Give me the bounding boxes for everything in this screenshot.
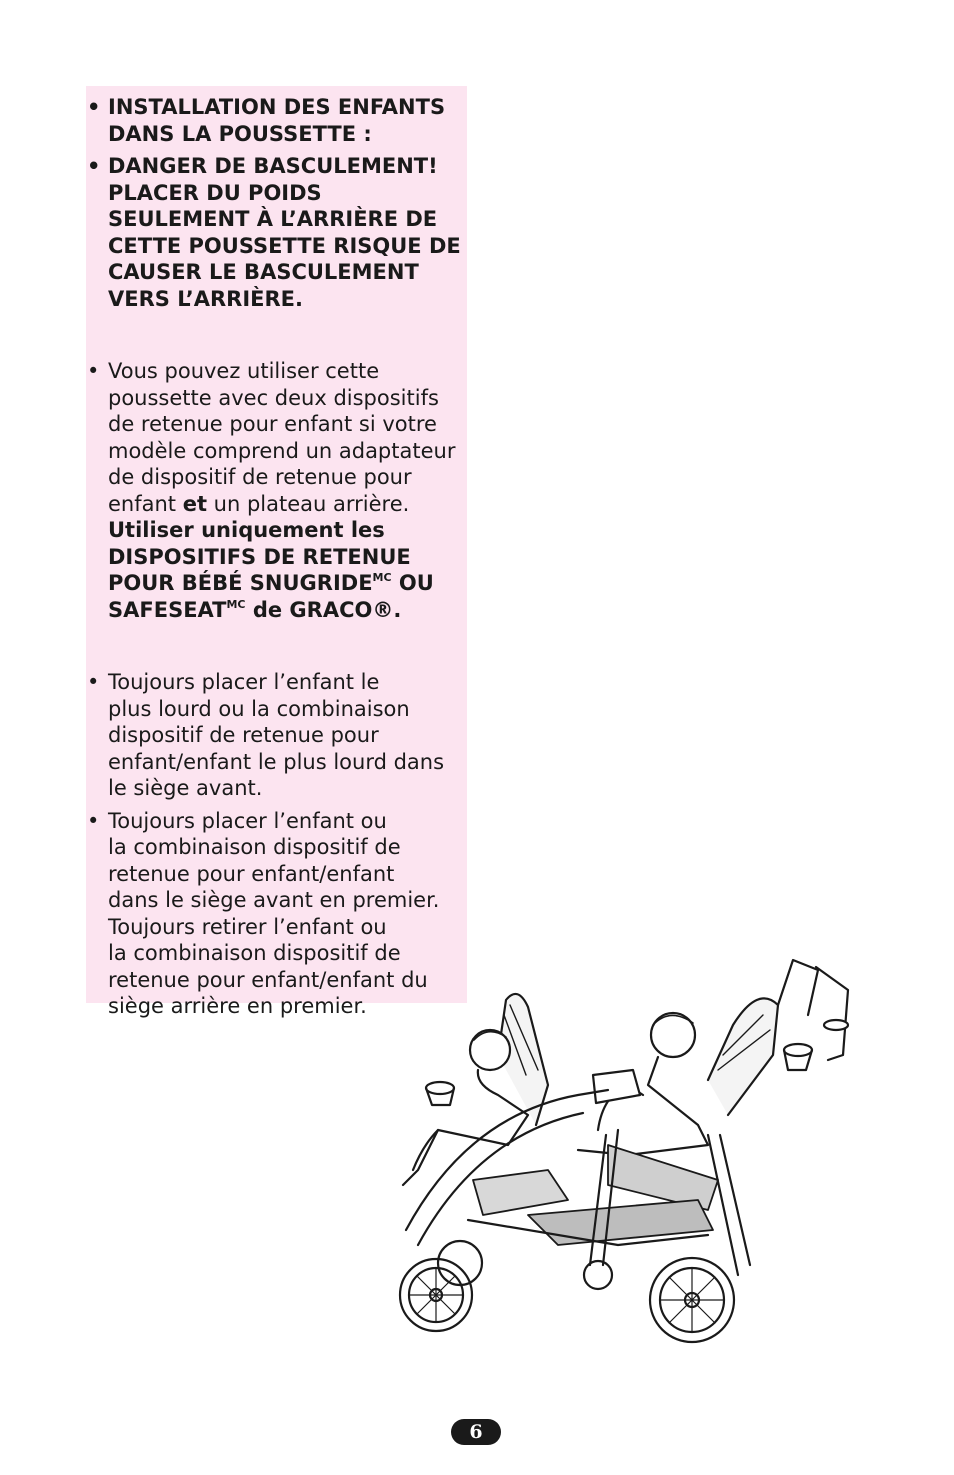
text-line: INSTALLATION DES ENFANTS	[108, 95, 446, 119]
text-line: modèle comprend un adaptateur	[108, 438, 456, 463]
bullet: •	[87, 95, 101, 119]
bullet: •	[87, 808, 100, 833]
text-line: la combinaison dispositif de	[108, 835, 401, 859]
text-line: $SAFESEAT^{MC}$ de GRACO®.	[108, 597, 402, 622]
text-line: plus lourd ou la combinaison	[108, 696, 410, 721]
text-line: dans le siège avant en premier.	[108, 888, 440, 912]
text-line: siège arrière en premier.	[108, 994, 367, 1018]
warning-tip-over	[86, 153, 463, 312]
text-line: retenue pour enfant/enfant du	[108, 967, 428, 992]
text-line: enfant/enfant le plus lourd dans	[108, 749, 445, 774]
text-line: Toujours placer l’enfant le	[108, 670, 380, 694]
text-line: DISPOSITIFS DE RETENUE	[108, 544, 411, 569]
warning-box	[86, 86, 467, 1018]
warning-installation	[86, 94, 463, 147]
text-line: Utiliser uniquement les	[108, 518, 385, 542]
text-line: Toujours retirer l’enfant ou	[108, 914, 387, 939]
warning-heaviest-front	[86, 669, 463, 802]
bullet: •	[87, 670, 100, 694]
text-line: enfant et un plateau arrière.	[108, 491, 410, 516]
text-line: POUR BÉBÉ $SNUGRIDE^{MC}$ OU	[108, 571, 434, 595]
text-line: PLACER DU POIDS	[108, 180, 322, 205]
text-line: Vous pouvez utiliser cette	[108, 359, 380, 383]
bullet: •	[87, 359, 100, 383]
text-line: retenue pour enfant/enfant	[108, 861, 395, 886]
double-stroller-illustration	[378, 945, 858, 1350]
bullet: •	[87, 154, 101, 178]
text-line: SEULEMENT À L’ARRIÈRE DE	[108, 207, 438, 231]
text-line: DANGER DE BASCULEMENT!	[108, 154, 438, 178]
text-line: CAUSER LE BASCULEMENT	[108, 260, 419, 284]
text-line: VERS L’ARRIÈRE.	[108, 286, 303, 311]
text-line: DANS LA POUSSETTE :	[108, 121, 372, 146]
text-line: la combinaison dispositif de	[108, 941, 401, 965]
text-line: Toujours placer l’enfant ou	[108, 808, 387, 833]
text-line: poussette avec deux dispositifs	[108, 385, 439, 410]
text-line: de retenue pour enfant si votre	[108, 412, 437, 436]
text-line: de dispositif de retenue pour	[108, 465, 412, 489]
text-line: le siège avant.	[108, 776, 263, 800]
page-number: 6	[451, 1419, 501, 1445]
text-line: dispositif de retenue pour	[108, 723, 379, 747]
text-line: CETTE POUSSETTE RISQUE DE	[108, 233, 461, 258]
warning-two-restraints	[86, 358, 463, 623]
